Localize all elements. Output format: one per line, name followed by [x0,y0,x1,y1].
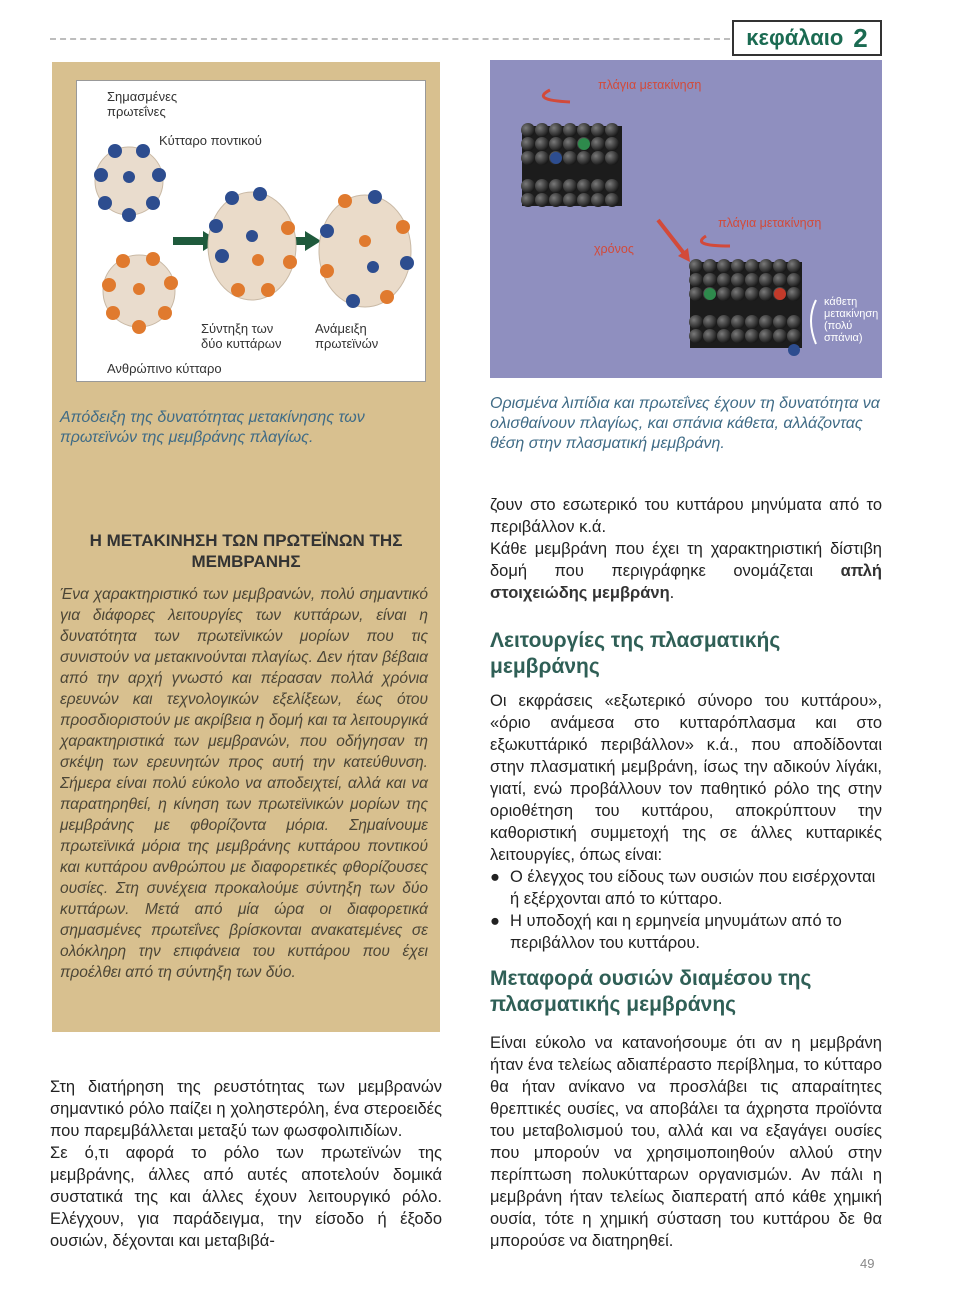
left-paragraph-1: Στη διατήρηση της ρευστότητας των μεμβρανών σημαντικό ρόλο παίζει η χοληστερόλη, ένα στεροειδές που παρεμβάλλεται μεταξύ των φωσφολιπιδίων. [50,1078,442,1140]
cell-fusion-figure [76,80,426,382]
term-simple-membrane: απλή στοιχειώδης μεμβράνη [490,562,882,602]
functions-section [490,628,882,954]
bullet-1-text: Ο έλεγχος του είδους των ουσιών που εισέρχονται ή εξέρχονται από το κύτταρο. [510,868,876,908]
chapter-badge [732,20,882,56]
mixed-cell [319,190,414,308]
fused-cell [208,187,297,300]
vertical-arrow [811,300,816,344]
page-number: 49 [860,1256,875,1271]
sidebar-text: Ένα χαρακτηριστικό των μεμβρανών, πολύ σημαντικό για διάφορες λειτουργίες των κυττάρων, είναι η δυνατότητα των πρωτεϊνικών μορίων που τις συνιστούν να μετακινούνται πλαγίως. Δεν ήταν βέβαια από την αρχή γνωστό και πέρασαν πολλά χρόνια ερευνών και τεχνολογικών εξελίξεων, έως ότου προσδιοριστούν με ακρίβεια η δομή και τα λειτουργικά χαρακτηριστικά των μεμβρανών, που οδήγησαν τη σκέψη των ερευνητών προς αυτή την κατεύθυνση. Σήμερα είναι πολύ εύκολο να αποδειχτεί, αλλά και να παρατηρηθεί, η κίνηση των πρωτεϊνικών μορίων της μεμβράνης με φθορίζοντα μόρια. Σημαίνουμε πρωτεϊνικά μόρια της μεμβράνης κυττάρου ποντικού και κυττάρου ανθρώπου με διαφορετικές φθορίζουσες ουσίες. Στη συνέχεια προκαλούμε σύντηξη των δύο κυττάρων. Μετά από μία ώρα οι διαφορετικά σημασμένες πρωτεΐνες βρίσκονται ανακατεμένες σε ολόκληρη την επιφάνεια του κυττάρου που έχει προέλθει από τη σύντηξη των δύο. [60,586,428,981]
label-lateral-bottom: πλάγια μετακίνηση [718,216,822,230]
left-figure-caption: Απόδειξη της δυνατότητας μετακίνησης των πρωτεϊνών της μεμβράνης πλαγίως. [60,409,365,446]
label-lateral-top: πλάγια μετακίνηση [598,78,702,92]
label-fusion: Σύντηξη των δύο κυττάρων [201,321,282,351]
right-paragraph-4: Είναι εύκολο να κατανοήσουμε ότι αν η μεμβράνη ήταν ένα τελείως αδιαπέραστο περίβλημα, το κύτταρο θα ήταν ανίκανο να προσλάβει τις απαραίτητες θρεπτικές ουσίες, να αποβάλει τα άχρηστα προϊόντα του μεταβολισμού του, αλλά και να εξαγάγει ουσίες που μπορούν να χρησιμοποιηθούν αλλού στην περίπτωση πολυκύτταρων οργανισμών. Αν πάλι η μεμβράνη ήταν τελείως διαπερατή από κάθε χημική ουσία, τότε η χημική σύσταση του κυττάρου δε θα μπορούσε να διατηρηθεί. [490,1034,882,1250]
label-human-cell: Ανθρώπινο κύτταρο [107,361,222,376]
label-mixing: Ανάμειξη πρωτεϊνών [315,321,379,351]
membrane-block-top [521,123,622,207]
right-paragraph-2 [490,538,882,604]
heading-transport: Μεταφορά ουσιών διαμέσου της πλασματικής μεμβράνης [490,967,812,1016]
human-cell [102,252,178,334]
right-figure-caption: Ορισμένα λιπίδια και πρωτεΐνες έχουν τη δυνατότητα να ολισθαίνουν πλαγίως, και σπάνια κάθετα, αλλάζοντας θέση στην πλασματική μεμβράνη. [490,395,880,452]
left-body-text [50,1076,442,1252]
lateral-arrow-bottom [701,236,730,246]
membrane-block-bottom [689,259,802,356]
label-time: χρόνος [594,242,634,256]
transport-section [490,966,882,1252]
list-item [490,910,882,954]
heading-membrane-functions: Λειτουργίες της πλασματικής μεμβράνης [490,629,781,678]
time-arrow [658,220,686,256]
mouse-cell [94,144,166,222]
chapter-label: κεφάλαιο [746,25,844,50]
label-marked-proteins: Σημασμένες πρωτεΐνες [107,89,178,119]
chapter-number: 2 [853,22,868,53]
header-dashed-rule [50,38,730,40]
list-item [490,866,882,910]
membrane-movement-figure [490,60,882,378]
right-paragraph-1: ζουν στο εσωτερικό του κυττάρου μηνύματα από το περιβάλλον κ.ά. [490,496,882,536]
sidebar-title: Η ΜΕΤΑΚΙΝΗΣΗ ΤΩΝ ΠΡΩΤΕΪΝΩΝ ΤΗΣ ΜΕΜΒΡΑΝΗΣ [89,531,403,571]
label-vertical: κάθετη μετακίνηση (πολύ σπάνια) [824,296,879,344]
p2-end: . [669,584,675,602]
bullet-icon: ● [490,868,500,886]
p2-start: Κάθε μεμβράνη που έχει τη χαρακτηριστική δίστιβη δομή που περιγράφηκε ονομάζεται [490,540,882,580]
lateral-arrow-top [543,90,570,102]
label-mouse-cell: Κύτταρο ποντικού [159,133,262,148]
bullet-icon: ● [490,912,500,930]
right-paragraph-3: Οι εκφράσεις «εξωτερικό σύνορο του κυττάρου», «όριο ανάμεσα στο κυτταρόπλασμα και στο εξωκυττάρικό περιβάλλον» κ.ά., που αποδίδονται στην πλασματική μεμβράνη, ίσως την αδικούν λίγάκι, γιατί, ενώ προβάλλουν τον παθητικό ρόλο της στην οριοθέτηση του κυττάρου, αποκρύπτουν την καθοριστική συμμετοχή της σε άλλες κυτταρικές λειτουργίες, όπως είναι: [490,692,882,864]
bullet-2-text: Η υποδοχή και η ερμηνεία μηνυμάτων από το περιβάλλον του κυττάρου. [510,912,842,952]
left-paragraph-2: Σε ό,τι αφορά το ρόλο των πρωτεϊνών της μεμβράνης, άλλες από αυτές αποτελούν δομικά συστατικά της και άλλες έχουν λειτουργικό ρόλο. Ελέγχουν, για παράδειγμα, την είσοδο ή έξοδο ουσιών, δέχονται και μεταβιβά- [50,1144,442,1250]
right-body-text [490,494,882,604]
